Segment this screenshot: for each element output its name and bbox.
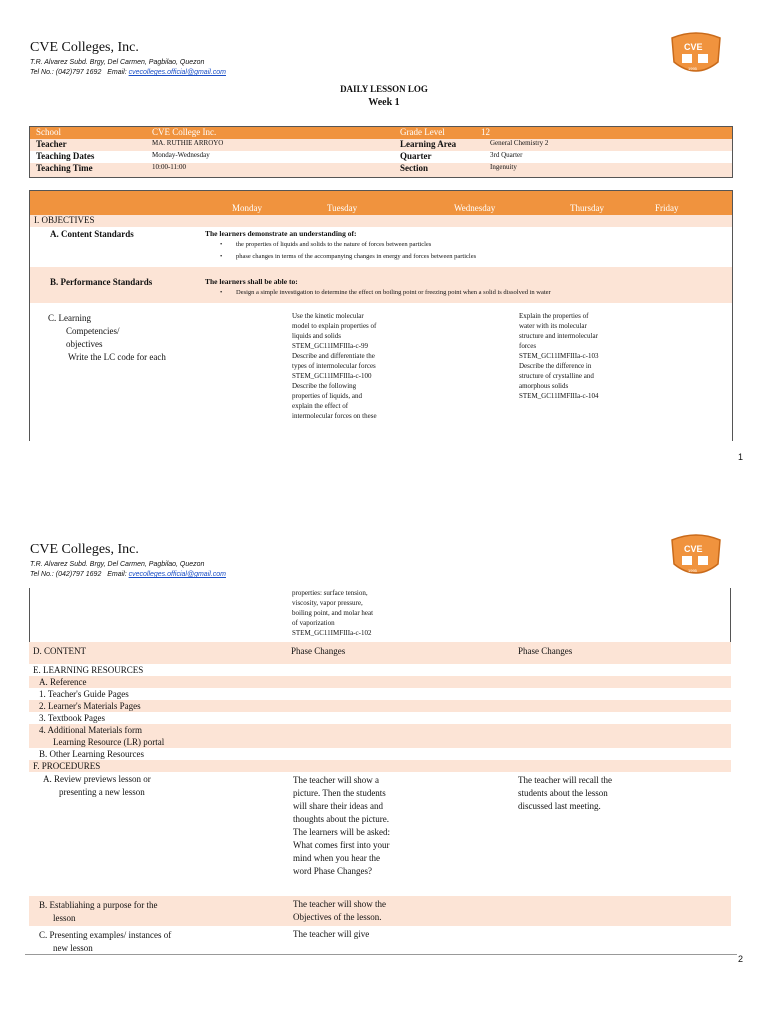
cs-intro: The learners demonstrate an understanding of: bbox=[205, 229, 357, 238]
lc-label-3: objectives bbox=[66, 339, 103, 349]
review-label-1: A. Review previews lesson or bbox=[43, 774, 151, 784]
day-thursday: Thursday bbox=[570, 203, 604, 213]
lc-continued-row bbox=[29, 588, 731, 642]
lm-row bbox=[29, 700, 731, 712]
lc-tue-line: types of intermolecular forces bbox=[292, 362, 376, 370]
school-label: School bbox=[36, 127, 62, 137]
bullet-icon: • bbox=[220, 241, 223, 248]
tel-text: Tel No.: (042)797 1692 bbox=[30, 571, 102, 578]
lc-tue-line: STEM_GC11IMFIIIa-c-99 bbox=[292, 342, 368, 350]
info-row-time bbox=[30, 163, 732, 177]
lc-thu-line: Explain the properties of bbox=[519, 312, 589, 320]
am-row bbox=[29, 724, 731, 748]
lc-label-4: Write the LC code for each bbox=[68, 352, 166, 362]
lc-tue-line: Describe and differentiate the bbox=[292, 352, 375, 360]
content-tuesday: Phase Changes bbox=[291, 646, 346, 656]
lc-label-1: C. Learning bbox=[48, 313, 91, 323]
week-label: Week 1 bbox=[368, 97, 400, 108]
lc-thursday bbox=[519, 311, 598, 401]
lc-row bbox=[30, 303, 732, 441]
lc-tue-line: Describe the following bbox=[292, 382, 357, 390]
procedures-heading: F. PROCEDURES bbox=[33, 761, 101, 771]
info-row-dates bbox=[30, 151, 732, 163]
email-link[interactable]: cvecolleges.official@gmail.com bbox=[128, 571, 226, 578]
rev-tue-line: thoughts about the picture. bbox=[293, 814, 389, 824]
dates-value: Monday-Wednesday bbox=[152, 151, 210, 159]
section-label: Section bbox=[400, 163, 428, 173]
tg-row bbox=[29, 688, 731, 700]
page-number: 2 bbox=[738, 954, 744, 964]
rev-thu-line: discussed last meeting. bbox=[518, 801, 601, 811]
day-tuesday: Tuesday bbox=[327, 203, 358, 213]
lesson-table-p1 bbox=[29, 190, 733, 441]
procedures-row bbox=[29, 760, 731, 772]
rev-tue-line: The teacher will show a bbox=[293, 775, 379, 785]
day-wednesday: Wednesday bbox=[454, 203, 496, 213]
email-label: Email: bbox=[107, 69, 127, 76]
lc-tue-line: liquids and solids bbox=[292, 332, 342, 340]
section-value: Ingenuity bbox=[490, 163, 517, 171]
perf-standards-row bbox=[30, 267, 732, 303]
lc-tue-line: model to explain properties of bbox=[292, 322, 377, 330]
resources-row bbox=[29, 664, 731, 676]
lc-thu-line: STEM_GC11IMFIIIa-c-103 bbox=[519, 352, 599, 360]
lc-thu-line: structure of crystalline and bbox=[519, 372, 594, 380]
rev-thu-line: The teacher will recall the bbox=[518, 775, 612, 785]
lc-thu-line: STEM_GC11IMFIIIa-c-104 bbox=[519, 392, 599, 400]
objectives-heading: I. OBJECTIVES bbox=[34, 215, 95, 225]
org-contact bbox=[30, 69, 226, 76]
lc-label-2: Competencies/ bbox=[66, 326, 120, 336]
page-number: 1 bbox=[738, 452, 744, 462]
ps-intro: The learners shall be able to: bbox=[205, 277, 298, 286]
rev-tue-line: will share their ideas and bbox=[293, 801, 383, 811]
reference-label: A. Reference bbox=[39, 677, 87, 687]
content-standards-row bbox=[30, 227, 732, 267]
teacher-label: Teacher bbox=[36, 139, 67, 149]
lc-tue-line: STEM_GC11IMFIIIa-c-102 bbox=[292, 629, 372, 637]
tel-text: Tel No.: (042)797 1692 bbox=[30, 69, 102, 76]
establish-label-1: B. Establiahing a purpose for the bbox=[39, 900, 158, 910]
cs-item-2: phase changes in terms of the accompanying changes in energy and forces between particles bbox=[236, 253, 477, 260]
reference-row bbox=[29, 676, 731, 688]
establish-row bbox=[29, 896, 731, 926]
lc-tue-line: explain the effect of bbox=[292, 402, 349, 410]
lc-tuesday bbox=[292, 311, 377, 421]
day-monday: Monday bbox=[232, 203, 262, 213]
lc-tue-line: of vaporization bbox=[292, 619, 335, 627]
lc-tue-line: properties of liquids, and bbox=[292, 392, 362, 400]
review-label-2: presenting a new lesson bbox=[59, 787, 145, 797]
lc-tue-line: boiling point, and molar heat bbox=[292, 609, 374, 617]
school-value: CVE College Inc. bbox=[152, 127, 217, 137]
content-standards-label: A. Content Standards bbox=[50, 229, 134, 239]
dates-label: Teaching Dates bbox=[36, 151, 95, 161]
org-name: CVE Colleges, Inc. bbox=[30, 40, 139, 55]
rev-tue-line: What comes first into your bbox=[293, 840, 390, 850]
review-tuesday bbox=[293, 774, 390, 878]
logo-text: CVE bbox=[684, 544, 703, 554]
lc-thu-line: amorphous solids bbox=[519, 382, 569, 390]
school-logo bbox=[668, 534, 724, 578]
doc-title: DAILY LESSON LOG bbox=[340, 84, 428, 94]
lc-thu-line: forces bbox=[519, 342, 537, 350]
rev-tue-line: The learners will be asked: bbox=[293, 827, 390, 837]
info-table bbox=[29, 126, 733, 178]
org-contact bbox=[30, 571, 226, 578]
establish-label-2: lesson bbox=[53, 913, 76, 923]
lc-thu-line: water with its molecular bbox=[519, 322, 587, 330]
info-row-school bbox=[30, 127, 732, 139]
lc-tue-line: Use the kinetic molecular bbox=[292, 312, 364, 320]
footer-rule bbox=[25, 954, 737, 955]
content-thursday: Phase Changes bbox=[518, 646, 573, 656]
presenting-label-2: new lesson bbox=[53, 943, 93, 953]
content-label: D. CONTENT bbox=[33, 646, 86, 656]
resources-heading: E. LEARNING RESOURCES bbox=[33, 665, 144, 675]
bullet-icon: • bbox=[220, 253, 223, 260]
olr-label: B. Other Learning Resources bbox=[39, 749, 144, 759]
lc-tue-line: properties: surface tension, bbox=[292, 589, 368, 597]
org-name: CVE Colleges, Inc. bbox=[30, 542, 139, 557]
lc-thu-line: structure and intermolecular bbox=[519, 332, 598, 340]
time-label: Teaching Time bbox=[36, 163, 93, 173]
tb-label: 3. Textbook Pages bbox=[39, 713, 105, 723]
rev-thu-line: students about the lesson bbox=[518, 788, 608, 798]
olr-row bbox=[29, 748, 731, 760]
cs-item-1: the properties of liquids and solids to the nature of forces between particles bbox=[236, 241, 432, 248]
review-thursday bbox=[518, 774, 612, 813]
org-address: T.R. Alvarez Subd. Brgy, Del Carmen, Pagbilao, Quezon bbox=[30, 59, 205, 66]
objectives-row bbox=[30, 215, 732, 227]
org-address: T.R. Alvarez Subd. Brgy, Del Carmen, Pagbilao, Quezon bbox=[30, 561, 205, 568]
presenting-label-1: C. Presenting examples/ instances of bbox=[39, 930, 172, 940]
lc-tue-continued bbox=[292, 588, 373, 638]
lm-label: 2. Learner's Materials Pages bbox=[39, 701, 141, 711]
rev-tue-line: picture. Then the students bbox=[293, 788, 386, 798]
tb-row bbox=[29, 712, 731, 724]
days-header bbox=[30, 191, 732, 215]
page-2 bbox=[0, 508, 768, 1008]
tg-label: 1. Teacher's Guide Pages bbox=[39, 689, 129, 699]
school-logo bbox=[668, 32, 724, 76]
content-row bbox=[29, 642, 731, 664]
ps-item: Design a simple investigation to determine the effect on boiling point or freezing point when a solid is dissolved in water bbox=[236, 289, 551, 296]
lesson-table-p2 bbox=[29, 588, 731, 956]
teacher-value: MA. RUTHIE ARROYO bbox=[152, 139, 224, 147]
am-label-2: Learning Resource (LR) portal bbox=[53, 737, 165, 747]
rev-tue-line: word Phase Changes? bbox=[293, 866, 372, 876]
quarter-label: Quarter bbox=[400, 151, 432, 161]
presenting-row bbox=[29, 926, 731, 956]
day-friday: Friday bbox=[655, 203, 679, 213]
establish-tuesday bbox=[293, 898, 386, 924]
quarter-value: 3rd Quarter bbox=[490, 151, 523, 159]
grade-label: Grade Level bbox=[400, 127, 445, 137]
logo-year: 1995 bbox=[688, 66, 697, 71]
page-1 bbox=[0, 0, 768, 500]
grade-value: 12 bbox=[481, 127, 490, 137]
time-value: 10:00-11:00 bbox=[152, 163, 186, 171]
perf-standards-label: B. Performance Standards bbox=[50, 277, 153, 287]
info-row-teacher bbox=[30, 139, 732, 151]
page-separator bbox=[0, 500, 768, 508]
lc-thu-line: Describe the difference in bbox=[519, 362, 592, 370]
logo-text: CVE bbox=[684, 42, 703, 52]
review-row bbox=[29, 772, 731, 896]
presenting-tuesday: The teacher will give bbox=[293, 929, 370, 939]
area-value: General Chemistry 2 bbox=[490, 139, 549, 147]
am-label-1: 4. Additional Materials form bbox=[39, 725, 142, 735]
lc-tue-line: intermolecular forces on these bbox=[292, 412, 377, 420]
est-tue-line: The teacher will show the bbox=[293, 899, 386, 909]
email-link[interactable]: cvecolleges.official@gmail.com bbox=[128, 69, 226, 76]
logo-year: 1995 bbox=[688, 568, 697, 573]
area-label: Learning Area bbox=[400, 139, 457, 149]
rev-tue-line: mind when you hear the bbox=[293, 853, 380, 863]
email-label: Email: bbox=[107, 571, 127, 578]
lc-tue-line: STEM_GC11IMFIIIa-c-100 bbox=[292, 372, 372, 380]
lc-tue-line: viscosity, vapor pressure, bbox=[292, 599, 363, 607]
bullet-icon: • bbox=[220, 289, 223, 296]
est-tue-line: Objectives of the lesson. bbox=[293, 912, 382, 922]
